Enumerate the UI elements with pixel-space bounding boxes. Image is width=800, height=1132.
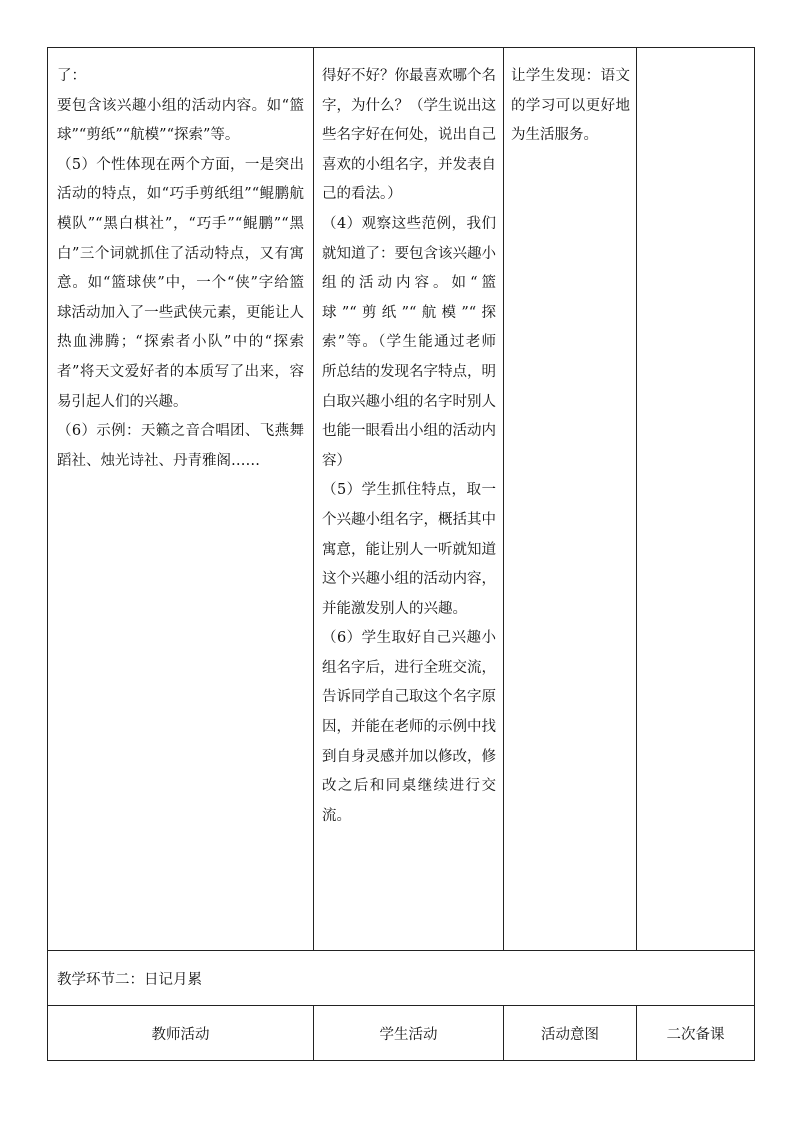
student-text-paragraph: （4）观察这些范例，我们就知道了：要包含该兴趣小组的活动内容。如“篮球”“剪纸”“航模”“探索”等。（学生能通过老师所总结的发现名字特点，明白取兴趣小组的名字时别人也能一眼看出小组的活动内容）: [322, 215, 496, 469]
section-row: [48, 951, 755, 1006]
intent-cell: [504, 48, 637, 951]
header-teacher-activity: 教师活动: [48, 1006, 314, 1061]
teacher-text-paragraph: （6）示例：天籁之音合唱团、飞燕舞蹈社、烛光诗社、丹青雅阁……: [57, 423, 304, 469]
student-text-paragraph: （5）学生抓住特点，取一个兴趣小组名字，概括其中寓意，能让别人一听就知道这个兴趣小组的活动内容，并能激发别人的兴趣。: [322, 482, 496, 617]
header-row: [48, 1006, 755, 1061]
activity-row: [48, 48, 755, 951]
intent-text: 让学生发现：语文的学习可以更好地为生活服务。: [511, 68, 630, 144]
header-second-prep: 二次备课: [637, 1006, 755, 1061]
section-title: 教学环节二：日记月累: [57, 971, 202, 988]
section-cell: [48, 951, 755, 1006]
lesson-plan-table: [47, 47, 755, 1061]
teacher-text-line: 了：: [57, 68, 86, 84]
teacher-activity-cell: [48, 48, 314, 951]
header-intent: 活动意图: [504, 1006, 637, 1061]
second-prep-cell: [637, 48, 755, 951]
teacher-text-paragraph: 要包含该兴趣小组的活动内容。如“篮球”“剪纸”“航模”“探索”等。: [57, 97, 304, 144]
student-text-paragraph: （6）学生取好自己兴趣小组名字后，进行全班交流，告诉同学自己取这个名字原因，并能在老师的示例中找到自身灵感并加以修改，修改之后和同桌继续进行交流。: [322, 630, 496, 824]
teacher-text-paragraph: （5）个性体现在两个方面，一是突出活动的特点，如“巧手剪纸组”“鲲鹏航模队”“黑白棋社”，“巧手”“鲲鹏”“黑白”三个词就抓住了活动特点，又有寓意。如“篮球侠”中，一个“侠”字给篮球活动加入了一些武侠元素，更能让人热血沸腾；“探索者小队”中的“探索者”将天文爱好者的本质写了出来，容易引起人们的兴趣。: [57, 156, 304, 410]
student-activity-cell: [314, 48, 504, 951]
student-text-paragraph: 得好不好？你最喜欢哪个名字，为什么？（学生说出这些名字好在何处，说出自己喜欢的小组名字，并发表自己的看法。）: [322, 68, 496, 203]
header-student-activity: 学生活动: [314, 1006, 504, 1061]
